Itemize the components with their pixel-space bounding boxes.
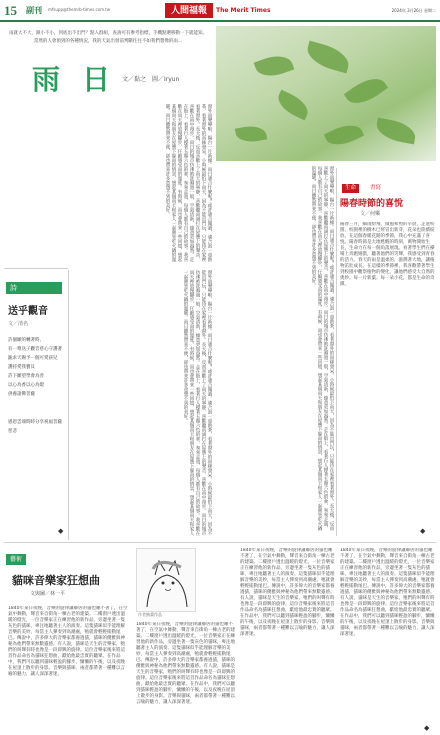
divider bbox=[4, 268, 68, 269]
end-mark-icon: ◆ bbox=[424, 724, 430, 732]
poem-ending: 感恩雲端時時分享祝福菩薩慈悲 bbox=[8, 420, 62, 434]
poem-line: 有一尊送子觀音慈心守護著 bbox=[8, 347, 62, 352]
bottom-article-tag: 藝術 bbox=[6, 554, 26, 565]
right-story-title: 陽春時節的喜悅 bbox=[340, 199, 404, 209]
poem-tag: 詩 bbox=[6, 282, 62, 294]
poem-title: 送乎觀音 bbox=[8, 306, 48, 317]
bottom-article-body: 1840年某日夜晚，音樂的旋律讓鄰居的貓也睡不著了，在空氣中舞動，聲音來自街角一棟古老的建築。二樓窗戶透出溫暖的燈光，一位音樂家正在練習他的新作品，旁邊坐著一隻灰色的貓咪，專注地聽著主人的演奏。這隻貓咪似乎能理解音樂的美妙，每當主人彈奏到高潮處，牠就會輕輕搖動尾巴。傳說中，許多偉大的音樂家都養過貓，貓咪的優雅與神秘為他們帶來無數靈感。有人說，貓咪是天生的音樂家，牠們的叫聲有時也像是一段即興的旋律。這位音樂家後來將這首作品命名為貓咪狂想曲，獻給他最忠實的聽眾。在作品中，我們可以聽到貓咪輕盈的腳步，慵懶的午後，以及夜晚在屋頂上散步的身影。音樂與貓咪，兩者都帶著一種難以言喻的魅力，讓人深深著迷。 bbox=[8, 606, 128, 677]
poem-line: 跪求天賜予一個可愛孩兒 bbox=[8, 356, 58, 361]
main-article-body: 窗外雨聲嘩啦，陽台一片新綠。雨日適合什麼呢？或許適合閱讀，適合泡一壺熱茶，看著窗外的雨絲發呆。小時候最怕下雨天，因為不能出門玩，只能待在家裡看著窗外。長大後，反而喜歡上了雨天的寧靜，喜歡聽雨滴打在屋簷上的聲音，喜歡在雨中漫步。雨日的城市彷彿被洗滌過一般，空氣清新，綠意更加盎然。走在街上，看著行人撐著五顏六色的傘，匆匆走過，每個人都有自己的故事。我喜歡在雨天裡放慢腳步，仔細感受雨的溫度。有時候，雨也會帶來一些回憶，想起某個雨天和朋友在屋簷下躲雨的情景，想起某個雨天和家人一起圍坐吃火鍋的溫暖。雨日雖然帶來不便，卻也帶來許多意想不到的美好。 bbox=[165, 104, 212, 262]
bottom-article-title: 貓咪音樂家狂想曲 bbox=[12, 574, 100, 587]
divider bbox=[68, 270, 69, 540]
section-label: 副刊 bbox=[26, 6, 42, 15]
poem-line: 供養諸佛菩薩 bbox=[8, 392, 35, 397]
main-article-body-cont: 窗外雨聲嘩啦，陽台一片新綠。雨日適合什麼呢？或許適合閱讀，適合泡一壺熱茶，看著窗外的雨絲發呆。小時候最怕下雨天，因為不能出門玩，只能待在家裡看著窗外。長大後，反而喜歡上了雨天的寧靜，喜歡聽雨滴打在屋簷上的聲音，喜歡在雨中漫步。雨日的城市彷彿被洗滌過一般，空氣清新，綠意更加盎然。走在街上，看著行人撐著五顏六色的傘，匆匆走過，每個人都有自己的故事。我喜歡在雨天裡放慢腳步，仔細感受雨的溫度。有時候，雨也會帶來一些回憶，想起某個雨天和朋友在屋簷下躲雨的情景，想起某個雨天和家人一起圍坐吃火鍋的溫暖。雨日雖然帶來不便，卻也帶來許多意想不到的美好。 bbox=[311, 166, 334, 531]
rain-intro-text: 雨就大不大，跟小不小，到底出不出門？點入群組，查詢可有參考指標，手機點選移動一下就能知。當然的人會預到的各種情況，我的天氣出發前判斷往往不如我們想像的雨... bbox=[9, 31, 207, 44]
bottom-article-body-cont-2: 1840年某日夜晚，音樂的旋律讓鄰居的貓也睡不著了，在空氣中舞動，聲音來自街角一棟古老的建築。二樓窗戶透出溫暖的燈光，一位音樂家正在練習他的新作品，旁邊坐著一隻灰色的貓咪，專注地聽著主人的演奏。這隻貓咪似乎能理解音樂的美妙，每當主人彈奏到高潮處，牠就會輕輕搖動尾巴。傳說中，許多偉大的音樂家都養過貓，貓咪的優雅與神秘為他們帶來無數靈感。有人說，貓咪是天生的音樂家，牠們的叫聲有時也像是一段即興的旋律。這位音樂家後來將這首作品命名為貓咪狂想曲，獻給他最忠實的聽眾。在作品中，我們可以聽到貓咪輕盈的腳步，慵懶的午後，以及夜晚在屋頂上散步的身影。音樂與貓咪，兩者都帶著一種難以言喻的魅力，讓人深深著迷。 bbox=[240, 548, 335, 637]
brand-subtitle: The Merit Times bbox=[216, 7, 271, 14]
brand-logo: 人間福報 bbox=[165, 3, 213, 18]
poem-line: 許個願的轉著時， bbox=[8, 338, 44, 343]
page-number: 15 bbox=[4, 3, 17, 18]
issue-date: 2024年 3月26日 星期二 bbox=[391, 8, 436, 13]
poem-author: 文／清名 bbox=[8, 321, 29, 327]
right-story-author: 文／何樂 bbox=[360, 211, 381, 217]
divider bbox=[336, 168, 337, 536]
end-mark-icon: ◆ bbox=[58, 527, 64, 535]
divider bbox=[4, 542, 436, 543]
poem-line: 護持愛我寶貝 bbox=[8, 365, 35, 370]
right-story-body: 陽春三月，細雨紛飛，微風和煦的早晨，走進校園，校園裡的樹木已經冒出新芽，花朵也陸續綻放。在這個春暖花開的季節，我心中充滿了喜悅。陽春時節是大地甦醒的時刻，萬物開始生長，生命力在每一個角落展現。看著學生們在操場上奔跑嬉戲，聽著他們的笑聲，我感受到青春的活力。春天的雨是溫柔的，滋潤著大地，讓植物茁壯成長。在這樣的季節裡，我喜歡帶著學生到校園中觀察植物的變化，讓他們感受大自然的奧妙。每一片新葉、每一朵小花，都是生命的奇蹟。 bbox=[340, 222, 435, 287]
main-article-body-cont-2: 窗外雨聲嘩啦，陽台一片新綠。雨日適合什麼呢？或許適合閱讀，適合泡一壺熱茶，看著窗外的雨絲發呆。小時候最怕下雨天，因為不能出門玩，只能待在家裡看著窗外。長大後，反而喜歡上了雨天的寧靜，喜歡聽雨滴打在屋簷上的聲音，喜歡在雨中漫步。雨日的城市彷彿被洗滌過一般，空氣清新，綠意更加盎然。走在街上，看著行人撐著五顏六色的傘，匆匆走過，每個人都有自己的故事。我喜歡在雨天裡放慢腳步，仔細感受雨的溫度。有時候，雨也會帶來一些回憶，想起某個雨天和朋友在屋簷下躲雨的情景，想起某個雨天和家人一起圍坐吃火鍋的溫暖。雨日雖然帶來不便，卻也帶來許多意想不到的美好。 bbox=[183, 270, 212, 536]
rain-intro bbox=[8, 30, 208, 54]
bottom-article-body-cont-3: 1840年某日夜晚，音樂的旋律讓鄰居的貓也睡不著了，在空氣中舞動，聲音來自街角一棟古老的建築。二樓窗戶透出溫暖的燈光，一位音樂家正在練習他的新作品，旁邊坐著一隻灰色的貓咪，專注地聽著主人的演奏。這隻貓咪似乎能理解音樂的美妙，每當主人彈奏到高潮處，牠就會輕輕搖動尾巴。傳說中，許多偉大的音樂家都養過貓，貓咪的優雅與神秘為他們帶來無數靈感。有人說，貓咪是天生的音樂家，牠們的叫聲有時也像是一段即興的旋律。這位音樂家後來將這首作品命名為貓咪狂想曲，獻給他最忠實的聽眾。在作品中，我們可以聽到貓咪輕盈的腳步，慵懶的午後，以及夜晚在屋頂上散步的身影。音樂與貓咪，兩者都帶著一種難以言喻的魅力，讓人深深著迷。 bbox=[340, 548, 435, 637]
page-header bbox=[0, 0, 440, 22]
end-mark-icon: ◆ bbox=[420, 527, 426, 535]
bottom-article-author: 文與圖／林一平 bbox=[30, 591, 66, 597]
poem-line: 以心為香以心為燈 bbox=[8, 383, 44, 388]
contact-email[interactable]: mfsupp@themrb-times.com.tw bbox=[48, 7, 111, 12]
main-article-title: 雨日 bbox=[32, 63, 133, 96]
illustration-caption: 作者繪畫作品 bbox=[138, 612, 162, 617]
main-article-author: 文／黏之 圖／Iryun bbox=[122, 76, 180, 83]
poem-body bbox=[8, 336, 64, 399]
poem-line: 許下願望學會為善 bbox=[8, 374, 44, 379]
bottom-article-body-cont: 1840年某日夜晚，音樂的旋律讓鄰居的貓也睡不著了，在空氣中舞動，聲音來自街角一棟古老的建築。二樓窗戶透出溫暖的燈光，一位音樂家正在練習他的新作品，旁邊坐著一隻灰色的貓咪，專注地聽著主人的演奏。這隻貓咪似乎能理解音樂的美妙，每當主人彈奏到高潮處，牠就會輕輕搖動尾巴。傳說中，許多偉大的音樂家都養過貓，貓咪的優雅與神秘為他們帶來無數靈感。有人說，貓咪是天生的音樂家，牠們的叫聲有時也像是一段即興的旋律。這位音樂家後來將這首作品命名為貓咪狂想曲，獻給他最忠實的聽眾。在作品中，我們可以聽到貓咪輕盈的腳步，慵懶的午後，以及夜晚在屋頂上散步的身影。音樂與貓咪，兩者都帶著一種難以言喻的魅力，讓人深深著迷。 bbox=[136, 622, 235, 705]
rain-leaves-photo bbox=[216, 26, 436, 161]
cat-musician-drawing bbox=[136, 548, 196, 612]
right-story-tag: 生命 bbox=[342, 184, 359, 193]
right-story-tag-2: 書寫 bbox=[370, 185, 382, 191]
